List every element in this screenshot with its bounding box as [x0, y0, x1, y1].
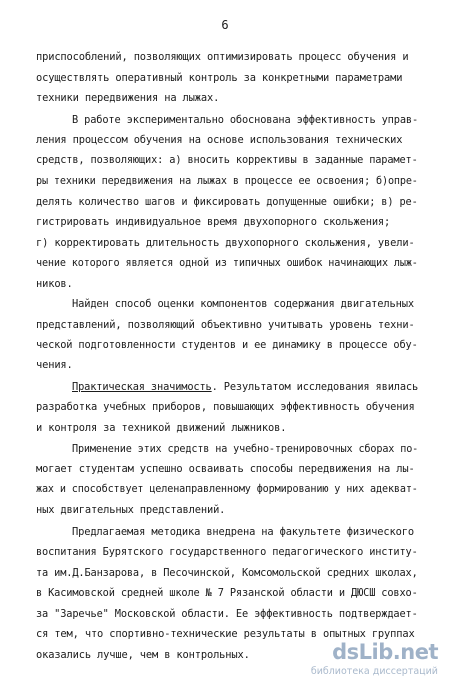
text-line: Предлагаемая методика внедрена на факультете физического	[72, 526, 414, 538]
text-line: ческой подготовленности студентов и ее динамику в процессе обу-	[36, 339, 418, 351]
text-line: ников.	[36, 278, 73, 290]
text-line: Найден способ оценки компонентов содержания двигательных	[72, 298, 414, 310]
watermark	[310, 640, 438, 682]
text-line: ся тем, что спортивно-технические результаты в опытных группах	[36, 628, 415, 640]
page-number: 6	[221, 18, 229, 32]
text-line: воспитания Бурятского государственного педагогического институ-	[36, 546, 418, 558]
text-line: ных двигательных представлений.	[36, 504, 226, 516]
text-line: гистрировать индивидуальное время двухопорного скольжения;	[36, 216, 391, 228]
text-line: чения.	[36, 359, 73, 371]
text-line: и контроля за техникой движений лыжников.	[36, 422, 287, 434]
text-line: делять количество шагов и фиксировать допущенные ошибки; в) ре-	[36, 196, 418, 208]
text-line: чение которого является одной из типичных ошибок начинающих лыж-	[36, 257, 418, 269]
text-line: ры техники передвижения на лыжах в процессе ее освоения; б)опре-	[36, 175, 418, 187]
text-line	[72, 380, 418, 394]
text-line: осуществлять оперативный контроль за конкретными параметрами	[36, 72, 403, 84]
watermark-subtitle: библиотека диссертаций	[310, 666, 438, 677]
text-line: та им.Д.Банзарова, в Песочинской, Комсомольской средних школах,	[36, 567, 418, 579]
text-line: оказались лучше, чем в контрольных.	[36, 649, 250, 661]
watermark-logo: dsLib.net	[332, 640, 438, 664]
text-line: ления процессом обучения на основе использования технических	[36, 134, 403, 146]
text-line: В работе экспериментально обоснована эффективность управ-	[72, 114, 419, 126]
text-line: Применение этих средств на учебно-тренировочных сборах по-	[72, 443, 419, 455]
text-line: средств, позволяющих: а) вносить коррективы в заданные парамет-	[36, 154, 418, 166]
text-line: жах и способствует целенаправленному формированию у них адекват-	[36, 483, 418, 495]
text-line: представлений, позволяющий объективно учитывать уровень техни-	[36, 319, 415, 331]
text-line: техники передвижения на лыжах.	[36, 92, 220, 104]
text-line: за "Заречье" Московской области. Ее эффективность подтверждает-	[36, 608, 418, 620]
text-line: в Касимовской средней школе № 7 Рязанской области и ДЮСШ совхо-	[36, 587, 418, 599]
section-heading: Практическая значимость	[72, 381, 212, 393]
text-line: разработка учебных приборов, повышающих эффективность обучения	[36, 401, 415, 413]
text-run: . Результатом исследования явилась	[211, 381, 419, 393]
text-line: могает студентам успешно осваивать способы передвижения на лы-	[36, 463, 415, 475]
text-line: приспособлений, позволяющих оптимизировать процесс обучения и	[36, 51, 409, 63]
text-line: г) корректировать длительность двухопорного скольжения, увели-	[36, 237, 415, 249]
